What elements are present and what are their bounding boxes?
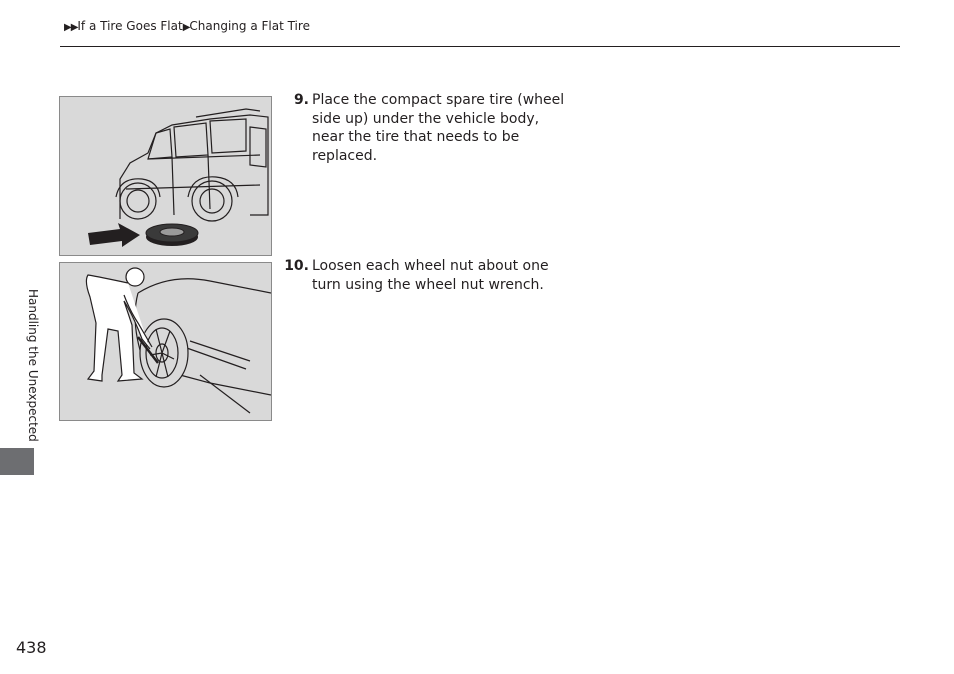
- step-text: Place the compact spare tire (wheel side up) under the vehicle body, near the tire that needs to be replaced.: [312, 92, 565, 164]
- step-number: 10.: [284, 258, 309, 274]
- spare-tire-illustration: [59, 96, 272, 256]
- breadcrumb-double-arrow-icon: ▶▶: [64, 22, 78, 33]
- page-number: 438: [16, 638, 47, 657]
- chapter-side-label: Handling the Unexpected: [26, 289, 40, 442]
- step-text: Loosen each wheel nut about one turn using the wheel nut wrench.: [312, 258, 549, 293]
- breadcrumb-current-page: Changing a Flat Tire: [189, 19, 310, 33]
- header-divider: [60, 46, 900, 47]
- breadcrumb-section-link[interactable]: If a Tire Goes Flat: [77, 19, 183, 33]
- chapter-tab[interactable]: [0, 448, 34, 475]
- step-10: [282, 257, 567, 294]
- breadcrumb-arrow-icon: ▶: [182, 22, 190, 33]
- step-number: 9.: [293, 92, 309, 108]
- wheel-nut-wrench-illustration: [59, 262, 272, 421]
- breadcrumb: [64, 19, 310, 33]
- step-9: [282, 91, 567, 165]
